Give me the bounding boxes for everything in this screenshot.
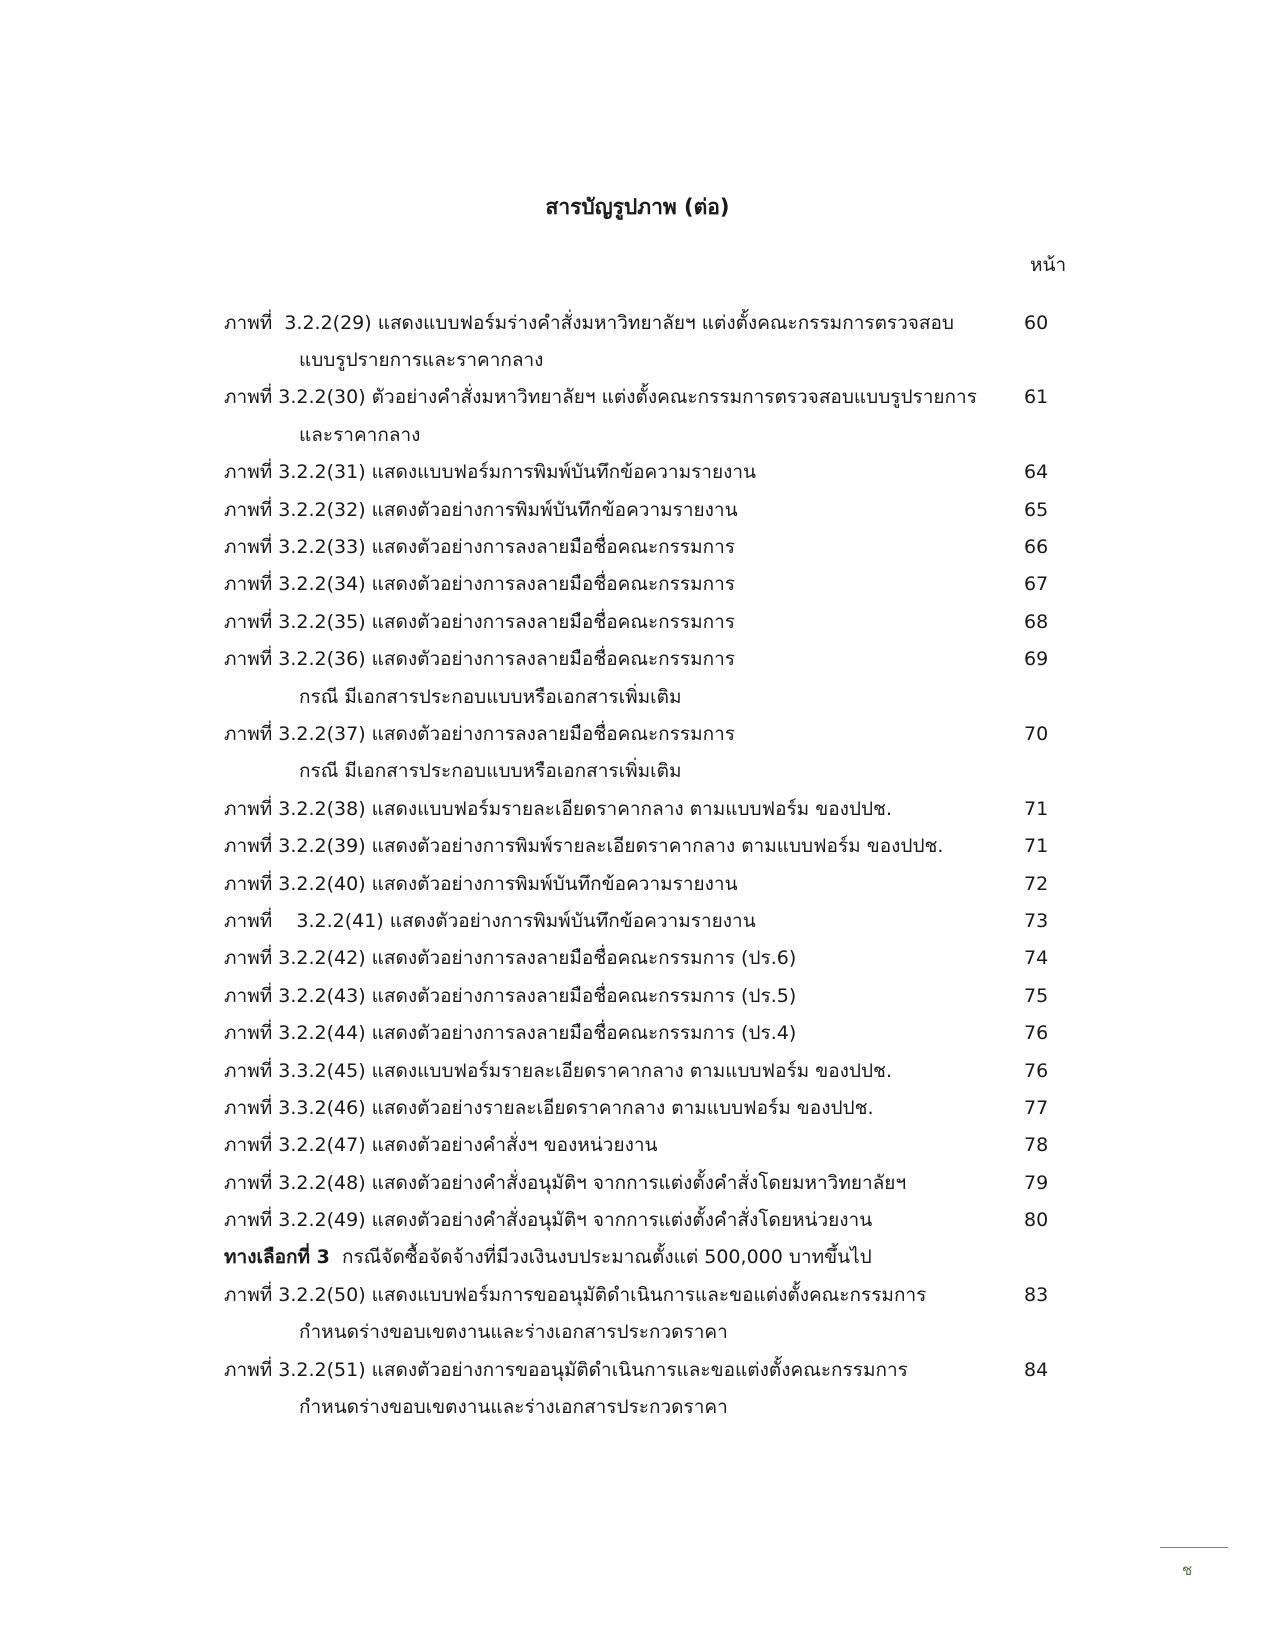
toc-entry-text: 3.2.2(34) แสดงตัวอย่างการลงลายมือชื่อคณะกรรมการ	[278, 573, 735, 596]
toc-entry-text: 3.2.2(42) แสดงตัวอย่างการลงลายมือชื่อคณะกรรมการ (ปร.6)	[278, 947, 797, 970]
toc-entry-page: 71	[1024, 835, 1049, 858]
figure-list	[224, 304, 1074, 1426]
toc-entry-text: 3.2.2(30) ตัวอย่างคำสั่งมหาวิทยาลัยฯ แต่งตั้งคณะกรรมการตรวจสอบแบบรูปรายการ	[278, 386, 977, 409]
toc-entry-page: 69	[1024, 648, 1049, 671]
toc-entry-text: 3.2.2(40) แสดงตัวอย่างการพิมพ์บันทึกข้อความรายงาน	[278, 872, 738, 895]
toc-entry-text: 3.2.2(48) แสดงตัวอย่างคำสั่งอนุมัติฯ จากการแต่งตั้งคำสั่งโดยมหาวิทยาลัยฯ	[278, 1171, 907, 1194]
toc-entry-page: 66	[1024, 536, 1049, 559]
toc-entry-prefix: ภาพที่	[224, 610, 279, 633]
toc-entry-text: 3.2.2(44) แสดงตัวอย่างการลงลายมือชื่อคณะกรรมการ (ปร.4)	[278, 1022, 797, 1045]
toc-entry[interactable]	[224, 566, 1074, 603]
section-heading	[224, 1239, 1074, 1276]
toc-entry-text: 3.2.2(33) แสดงตัวอย่างการลงลายมือชื่อคณะกรรมการ	[278, 536, 735, 559]
toc-entry[interactable]	[224, 1201, 1074, 1238]
toc-entry-page: 84	[1024, 1358, 1049, 1381]
toc-entry-continuation: กรณี มีเอกสารประกอบแบบหรือเอกสารเพิ่มเติม	[299, 685, 682, 708]
toc-entry-page: 77	[1024, 1096, 1049, 1119]
toc-entry[interactable]	[224, 865, 1074, 902]
toc-entry[interactable]	[224, 491, 1074, 528]
page-column-header: หน้า	[1030, 254, 1067, 276]
toc-entry[interactable]	[224, 940, 1074, 977]
toc-entry-prefix: ภาพที่	[224, 311, 285, 334]
toc-entry[interactable]	[224, 1089, 1074, 1126]
toc-entry-prefix: ภาพที่	[224, 461, 279, 484]
toc-entry-prefix: ภาพที่	[224, 536, 279, 559]
toc-entry-text: 3.2.2(43) แสดงตัวอย่างการลงลายมือชื่อคณะกรรมการ (ปร.5)	[278, 984, 797, 1007]
toc-entry-prefix: ภาพที่	[224, 835, 279, 858]
toc-entry-text: 3.2.2(29) แสดงแบบฟอร์มร่างคำสั่งมหาวิทยาลัยฯ แต่งตั้งคณะกรรมการตรวจสอบ	[284, 311, 954, 334]
toc-entry-page: 74	[1024, 947, 1049, 970]
toc-entry[interactable]	[224, 977, 1074, 1014]
toc-entry-continuation: แบบรูปรายการและราคากลาง	[299, 349, 544, 372]
toc-entry-page: 61	[1024, 386, 1049, 409]
toc-entry-prefix: ภาพที่	[224, 573, 279, 596]
toc-entry[interactable]	[224, 304, 1074, 379]
toc-entry-text: 3.2.2(32) แสดงตัวอย่างการพิมพ์บันทึกข้อความรายงาน	[278, 498, 738, 521]
toc-entry[interactable]	[224, 1127, 1074, 1164]
toc-entry-prefix: ภาพที่	[224, 1096, 279, 1119]
toc-entry-continuation: กำหนดร่างขอบเขตงานและร่างเอกสารประกวดราคา	[299, 1396, 728, 1419]
toc-entry-text: 3.2.2(47) แสดงตัวอย่างคำสั่งฯ ของหน่วยงาน	[278, 1134, 658, 1157]
toc-entry-text: 3.2.2(31) แสดงแบบฟอร์มการพิมพ์บันทึกข้อความรายงาน	[278, 461, 757, 484]
toc-entry-prefix: ภาพที่	[224, 1134, 279, 1157]
toc-entry-text: 3.2.2(36) แสดงตัวอย่างการลงลายมือชื่อคณะกรรมการ	[278, 648, 735, 671]
toc-entry-continuation: และราคากลาง	[299, 423, 421, 446]
toc-entry[interactable]	[224, 528, 1074, 565]
toc-entry-page: 71	[1024, 797, 1049, 820]
toc-entry-prefix: ภาพที่	[224, 1022, 279, 1045]
toc-entry-prefix: ภาพที่	[224, 386, 279, 409]
footer-page-number: ช	[1182, 1561, 1193, 1579]
toc-entry-prefix: ภาพที่	[224, 1283, 279, 1306]
toc-entry-page: 68	[1024, 610, 1049, 633]
toc-entry[interactable]	[224, 379, 1074, 454]
toc-entry-continuation: กำหนดร่างขอบเขตงานและร่างเอกสารประกวดราคา	[299, 1321, 728, 1344]
toc-entry-page: 70	[1024, 722, 1049, 745]
toc-entry-prefix: ภาพที่	[224, 1358, 279, 1381]
toc-entry-page: 78	[1024, 1134, 1049, 1157]
page-title: สารบัญรูปภาพ (ต่อ)	[545, 195, 730, 219]
toc-entry-page: 72	[1024, 872, 1049, 895]
toc-entry-page: 65	[1024, 498, 1049, 521]
toc-entry[interactable]	[224, 790, 1074, 827]
toc-entry-continuation: กรณี มีเอกสารประกอบแบบหรือเอกสารเพิ่มเติม	[299, 760, 682, 783]
toc-entry[interactable]	[224, 1164, 1074, 1201]
toc-entry[interactable]	[224, 1014, 1074, 1051]
toc-entry-prefix: ภาพที่	[224, 797, 279, 820]
toc-entry-prefix: ภาพที่	[224, 722, 279, 745]
toc-entry-page: 75	[1024, 984, 1049, 1007]
toc-entry-page: 83	[1024, 1283, 1049, 1306]
toc-entry[interactable]	[224, 715, 1074, 790]
toc-entry[interactable]	[224, 641, 1074, 716]
toc-entry-page: 73	[1024, 909, 1049, 932]
footer-rule	[1160, 1547, 1228, 1548]
toc-entry-text: 3.3.2(46) แสดงตัวอย่างรายละเอียดราคากลาง ตามแบบฟอร์ม ของปปช.	[278, 1096, 874, 1119]
toc-entry-text: 3.2.2(35) แสดงตัวอย่างการลงลายมือชื่อคณะกรรมการ	[278, 610, 735, 633]
toc-entry-page: 60	[1024, 311, 1049, 334]
toc-entry-page: 64	[1024, 461, 1049, 484]
toc-entry-text: 3.2.2(38) แสดงแบบฟอร์มรายละเอียดราคากลาง ตามแบบฟอร์ม ของปปช.	[278, 797, 892, 820]
toc-entry[interactable]	[224, 1351, 1074, 1426]
toc-entry[interactable]	[224, 454, 1074, 491]
toc-entry[interactable]	[224, 603, 1074, 640]
toc-entry[interactable]	[224, 1276, 1074, 1351]
toc-entry-page: 76	[1024, 1059, 1049, 1082]
toc-entry-prefix: ภาพที่	[224, 909, 297, 932]
toc-entry-prefix: ภาพที่	[224, 1059, 279, 1082]
toc-entry-page: 67	[1024, 573, 1049, 596]
toc-entry-prefix: ภาพที่	[224, 498, 279, 521]
toc-entry-text: 3.2.2(37) แสดงตัวอย่างการลงลายมือชื่อคณะกรรมการ	[278, 722, 735, 745]
section-text: กรณีจัดซื้อจัดจ้างที่มีวงเงินงบประมาณตั้งแต่ 500,000 บาทขึ้นไป	[329, 1246, 872, 1269]
toc-entry-page: 76	[1024, 1022, 1049, 1045]
toc-entry-prefix: ภาพที่	[224, 984, 279, 1007]
toc-entry[interactable]	[224, 902, 1074, 939]
toc-entry-prefix: ภาพที่	[224, 648, 279, 671]
toc-entry-text: 3.3.2(45) แสดงแบบฟอร์มรายละเอียดราคากลาง ตามแบบฟอร์ม ของปปช.	[278, 1059, 892, 1082]
toc-entry-prefix: ภาพที่	[224, 947, 279, 970]
toc-entry-page: 80	[1024, 1209, 1049, 1232]
toc-entry-prefix: ภาพที่	[224, 872, 279, 895]
toc-entry-prefix: ภาพที่	[224, 1209, 279, 1232]
toc-entry-page: 79	[1024, 1171, 1049, 1194]
section-label: ทางเลือกที่ 3	[224, 1246, 330, 1269]
toc-entry-text: 3.2.2(49) แสดงตัวอย่างคำสั่งอนุมัติฯ จากการแต่งตั้งคำสั่งโดยหน่วยงาน	[278, 1209, 873, 1232]
toc-entry-text: 3.2.2(51) แสดงตัวอย่างการขออนุมัติดำเนินการและขอแต่งตั้งคณะกรรมการ	[278, 1358, 908, 1381]
toc-entry-text: 3.2.2(50) แสดงแบบฟอร์มการขออนุมัติดำเนินการและขอแต่งตั้งคณะกรรมการ	[278, 1283, 927, 1306]
toc-entry-text: 3.2.2(39) แสดงตัวอย่างการพิมพ์รายละเอียดราคากลาง ตามแบบฟอร์ม ของปปช.	[278, 835, 944, 858]
toc-entry-prefix: ภาพที่	[224, 1171, 279, 1194]
toc-entry[interactable]	[224, 1052, 1074, 1089]
toc-entry[interactable]	[224, 827, 1074, 864]
toc-entry-text: 3.2.2(41) แสดงตัวอย่างการพิมพ์บันทึกข้อความรายงาน	[296, 909, 756, 932]
